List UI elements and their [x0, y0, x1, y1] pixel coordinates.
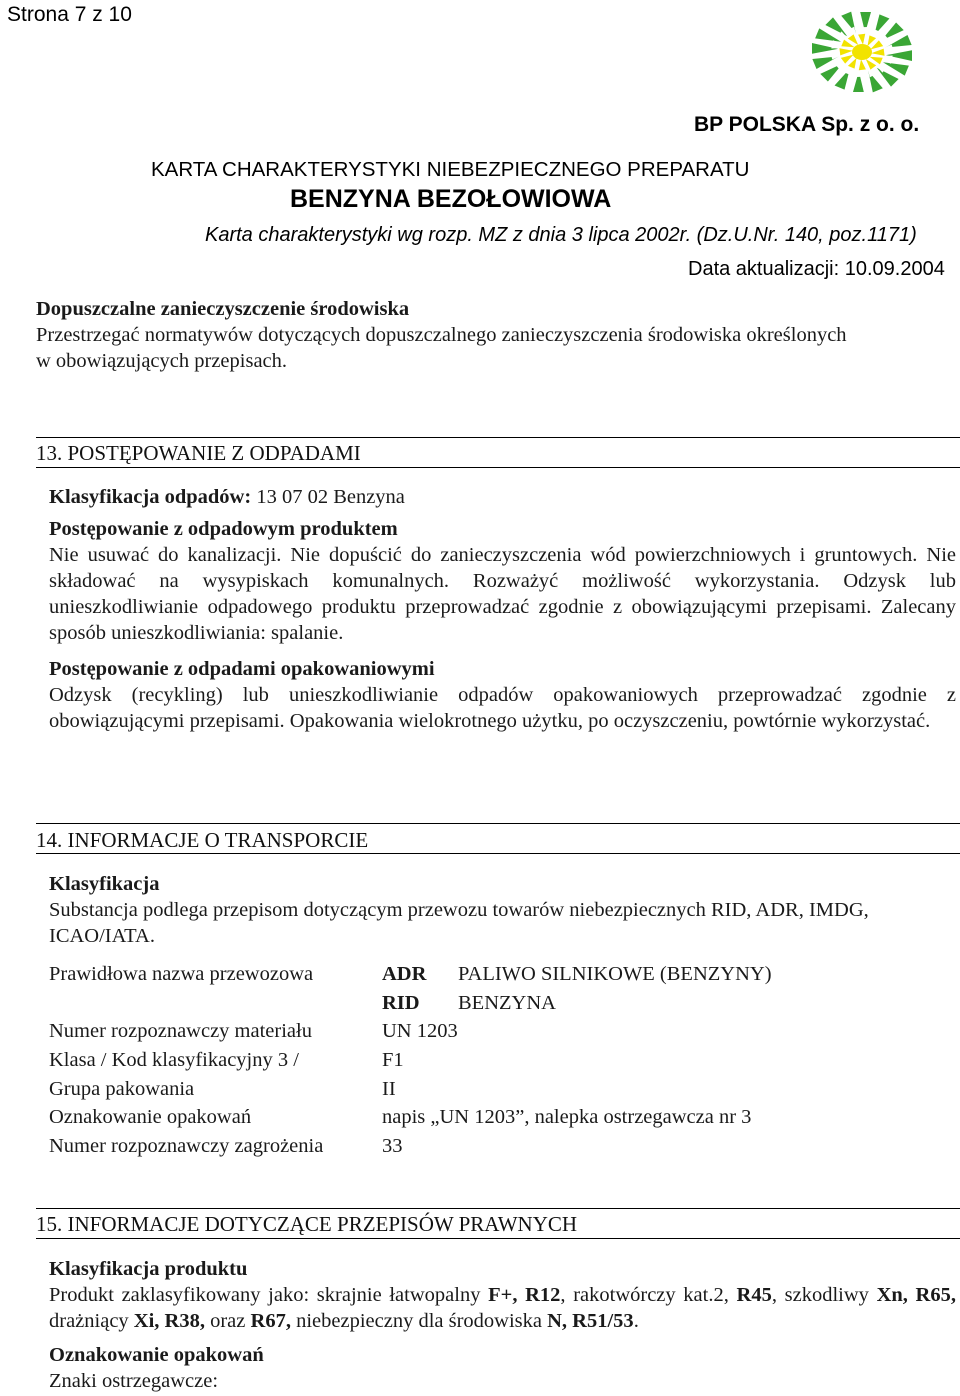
table-row	[49, 1075, 772, 1104]
table-row	[49, 1017, 772, 1046]
shipping-code-adr: ADR	[382, 962, 427, 985]
intro-text-line2: w obowiązujących przepisach.	[36, 350, 288, 372]
text-run: , rakotwórczy kat.2,	[560, 1284, 737, 1306]
row-value: F1	[382, 1048, 404, 1071]
logo-petal	[877, 68, 899, 87]
document-type: KARTA CHARAKTERYSTYKI NIEBEZPIECZNEGO PREPARATU	[151, 158, 750, 181]
text-run: Produkt zaklasyfikowany jako: skrajnie łatwopalny	[49, 1284, 489, 1306]
product-classification-text	[49, 1282, 956, 1334]
risk-code: R45	[736, 1284, 772, 1306]
regulation-reference: Karta charakterystyki wg rozp. MZ z dnia 3 lipca 2002r. (Dz.U.Nr. 140, poz.1171)	[205, 224, 917, 246]
row-value: UN 1203	[382, 1020, 458, 1043]
section-14-title: 14. INFORMACJE O TRANSPORCIE	[36, 828, 369, 852]
table-row	[49, 1132, 772, 1161]
text-run: .	[633, 1310, 639, 1332]
shipping-name-row	[49, 989, 772, 1018]
text-run: niebezpieczny dla środowiska	[290, 1310, 548, 1332]
page-indicator: Strona 7 z 10	[7, 3, 132, 26]
shipping-code-rid: RID	[382, 991, 420, 1014]
intro-text-line1: Przestrzegać normatywów dotyczących dopuszczalnego zanieczyszczenia środowiska określonych	[36, 324, 847, 346]
section-14-rule-bottom	[36, 853, 960, 854]
logo-core	[852, 44, 872, 60]
company-name: BP POLSKA Sp. z o. o.	[694, 113, 920, 136]
intro-heading: Dopuszczalne zanieczyszczenie środowiska	[36, 298, 410, 320]
risk-code: Xn, R65,	[876, 1284, 956, 1306]
section-13-title: 13. POSTĘPOWANIE Z ODPADAMI	[36, 441, 361, 465]
shipping-name-rid: BENZYNA	[458, 991, 556, 1014]
row-value: napis „UN 1203”, nalepka ostrzegawcza nr 3	[382, 1106, 752, 1129]
section-14-rule-top	[36, 823, 960, 824]
row-label: Oznakowanie opakowań	[49, 1106, 252, 1129]
product-classification-heading: Klasyfikacja produktu	[49, 1258, 248, 1280]
waste-classification	[49, 484, 405, 510]
row-label: Grupa pakowania	[49, 1077, 195, 1100]
section-13-rule-bottom	[36, 467, 960, 468]
transport-classification-heading: Klasyfikacja	[49, 873, 160, 895]
table-row	[49, 1103, 772, 1132]
waste-classification-value: 13 07 02 Benzyna	[256, 486, 405, 508]
logo-petal	[871, 49, 884, 56]
row-label: Klasa / Kod klasyfikacyjny 3 /	[49, 1048, 299, 1071]
product-waste-text: Nie usuwać do kanalizacji. Nie dopuścić do zanieczyszczenia wód powierzchniowych i gruntowych. Nie składować na wysypiskach komunalnych. Rozważyć możliwość wykorzystania. Odzysk lub unieszkodliwianie odpadowego produktu przeprowadzać zgodnie z obowiązującymi przepisami. Zalecany sposób unieszkodliwiania: spalanie.	[49, 544, 956, 644]
risk-code: F+, R12	[488, 1284, 561, 1306]
product-name: BENZYNA BEZOŁOWIOWA	[290, 185, 612, 213]
product-waste-heading: Postępowanie z odpadowym produktem	[49, 518, 398, 540]
shipping-name-adr: PALIWO SILNIKOWE (BENZYNY)	[458, 962, 772, 985]
risk-code: R67,	[250, 1310, 291, 1332]
labeling-text: Znaki ostrzegawcze:	[49, 1370, 219, 1392]
row-value: 33	[382, 1134, 403, 1157]
packaging-waste-text: Odzysk (recykling) lub unieszkodliwianie odpadów opakowaniowych przeprowadzać zgodnie z obowiązującymi przepisami. Opakowania wielokrotnego użytku, po oczyszczeniu, powtórnie wykorzystać.	[49, 684, 956, 732]
text-run: oraz	[204, 1310, 251, 1332]
text-run: , szkodliwy	[771, 1284, 877, 1306]
row-value: II	[382, 1077, 396, 1100]
shipping-name-row	[49, 960, 772, 989]
row-label: Numer rozpoznawczy materiału	[49, 1020, 312, 1043]
text-run: drażniący	[49, 1310, 134, 1332]
update-date: Data aktualizacji: 10.09.2004	[688, 258, 945, 280]
bp-helios-logo-icon	[798, 0, 926, 104]
section-13-rule-top	[36, 437, 960, 438]
section-15-title: 15. INFORMACJE DOTYCZĄCE PRZEPISÓW PRAWNYCH	[36, 1212, 578, 1236]
waste-classification-label: Klasyfikacja odpadów:	[49, 486, 252, 508]
section-15-rule-bottom	[36, 1238, 960, 1239]
section-15-rule-top	[36, 1208, 960, 1209]
risk-code: N, R51/53	[547, 1310, 634, 1332]
packaging-waste-heading: Postępowanie z odpadami opakowaniowymi	[49, 658, 435, 680]
transport-table	[49, 960, 772, 1161]
logo-petal	[825, 17, 847, 36]
risk-code: Xi, R38,	[133, 1310, 205, 1332]
table-row	[49, 1046, 772, 1075]
logo-petal	[839, 48, 852, 55]
labeling-heading: Oznakowanie opakowań	[49, 1344, 264, 1366]
row-label: Numer rozpoznawczy zagrożenia	[49, 1134, 324, 1157]
transport-classification-text: Substancja podlega przepisom dotyczącym przewozu towarów niebezpiecznych RID, ADR, IMDG, ICAO/IATA.	[49, 899, 869, 947]
shipping-name-label: Prawidłowa nazwa przewozowa	[49, 962, 314, 985]
